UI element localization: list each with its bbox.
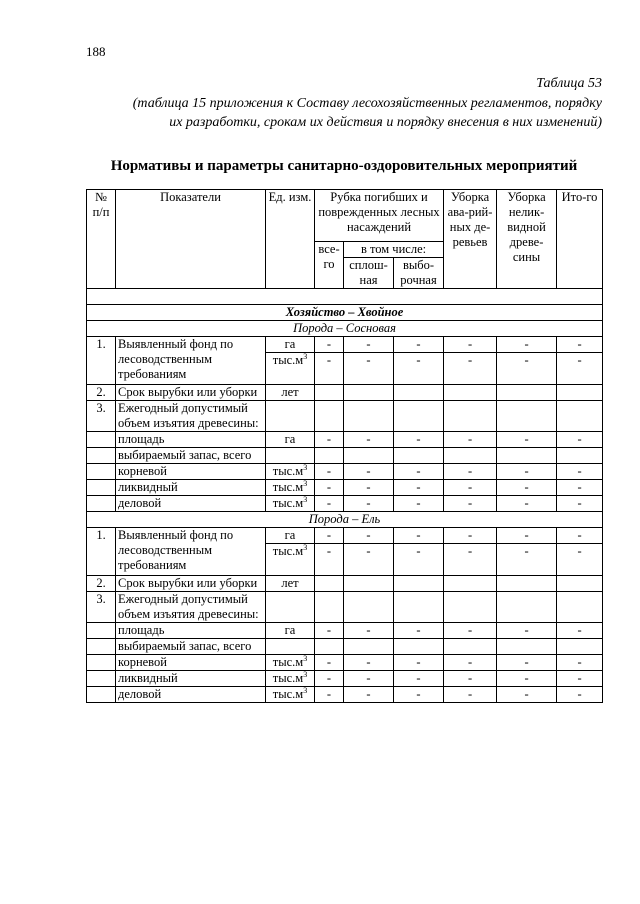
value-cell: - <box>557 623 603 639</box>
value-cell: - <box>497 464 557 480</box>
value-cell: - <box>444 496 497 512</box>
value-cell: - <box>557 687 603 703</box>
value-cell: - <box>557 432 603 448</box>
value-cell: - <box>344 544 394 576</box>
spacer-row <box>87 289 603 305</box>
value-cell: - <box>394 464 444 480</box>
value-cell: - <box>315 528 344 544</box>
unit-cell: $тыс.м^3$ <box>266 480 315 496</box>
value-cell: - <box>497 623 557 639</box>
page-number: 188 <box>86 44 106 59</box>
value-cell: - <box>444 432 497 448</box>
value-cell: - <box>394 623 444 639</box>
species-row: Порода – Сосновая <box>87 321 603 337</box>
value-cell: - <box>394 480 444 496</box>
value-cell: - <box>497 544 557 576</box>
table-subtitle: (таблица 15 приложения к Составу лесохозяйственных регламентов, порядку их разработки, срокам их действия и порядку внесения в них изменений) <box>132 96 602 130</box>
value-cell: - <box>444 528 497 544</box>
row-label: выбираемый запас, всего <box>116 639 266 655</box>
header-felling: Рубка погибших и поврежденных лесных насаждений <box>315 190 444 242</box>
unit-cell: лет <box>266 385 315 401</box>
header-num: № п/п <box>87 190 116 289</box>
value-cell: - <box>444 687 497 703</box>
unit-cell: лет <box>266 576 315 592</box>
value-cell: - <box>344 528 394 544</box>
unit-cell: $тыс.м^3$ <box>266 496 315 512</box>
value-cell: - <box>394 655 444 671</box>
row-label: выбираемый запас, всего <box>116 448 266 464</box>
species-row: Порода – Ель <box>87 512 603 528</box>
row-label: ликвидный <box>116 671 266 687</box>
row-label: Срок вырубки или уборки <box>116 576 266 592</box>
row-label: площадь <box>116 432 266 448</box>
row-label: Срок вырубки или уборки <box>116 385 266 401</box>
row-label: Выявленный фонд по лесоводственным требованиям <box>116 337 266 385</box>
row-label: корневой <box>116 655 266 671</box>
value-cell: - <box>315 623 344 639</box>
value-cell: - <box>557 544 603 576</box>
value-cell: - <box>557 480 603 496</box>
value-cell: - <box>344 623 394 639</box>
header-unit: Ед. изм. <box>266 190 315 289</box>
value-cell: - <box>557 528 603 544</box>
value-cell: - <box>344 432 394 448</box>
value-cell: - <box>315 480 344 496</box>
header-emergency: Уборка ава-рий-ных де-ревьев <box>444 190 497 289</box>
value-cell: - <box>444 353 497 385</box>
value-cell: - <box>497 480 557 496</box>
value-cell: - <box>344 671 394 687</box>
value-cell: - <box>557 337 603 353</box>
value-cell: - <box>315 353 344 385</box>
value-cell: - <box>444 623 497 639</box>
unit-cell: $тыс.м^3$ <box>266 655 315 671</box>
row-label: площадь <box>116 623 266 639</box>
unit-cell: $тыс.м^3$ <box>266 544 315 576</box>
value-cell: - <box>394 687 444 703</box>
row-label: корневой <box>116 464 266 480</box>
value-cell: - <box>394 432 444 448</box>
header-clear: сплош-ная <box>344 258 394 289</box>
row-label: Выявленный фонд по лесоводственным требованиям <box>116 528 266 576</box>
value-cell: - <box>444 464 497 480</box>
value-cell: - <box>344 337 394 353</box>
value-cell: - <box>497 353 557 385</box>
unit-cell: га <box>266 623 315 639</box>
value-cell: - <box>394 528 444 544</box>
value-cell: - <box>315 432 344 448</box>
row-num: 1. <box>87 337 116 385</box>
value-cell: - <box>315 496 344 512</box>
row-num: 2. <box>87 576 116 592</box>
value-cell: - <box>444 544 497 576</box>
row-num: 3. <box>87 401 116 432</box>
value-cell: - <box>557 353 603 385</box>
value-cell: - <box>444 480 497 496</box>
header-including: в том числе: <box>344 242 444 258</box>
unit-cell: $тыс.м^3$ <box>266 353 315 385</box>
header-unsalable: Уборка нелик-видной древе-сины <box>497 190 557 289</box>
value-cell: - <box>394 496 444 512</box>
header-selective: выбо-рочная <box>394 258 444 289</box>
row-num: 2. <box>87 385 116 401</box>
row-label: деловой <box>116 496 266 512</box>
value-cell: - <box>557 655 603 671</box>
unit-cell: га <box>266 337 315 353</box>
value-cell: - <box>557 671 603 687</box>
value-cell: - <box>394 337 444 353</box>
value-cell: - <box>497 671 557 687</box>
value-cell: - <box>315 687 344 703</box>
table-number: Таблица 53 <box>536 76 602 91</box>
row-label: Ежегодный допустимый объем изъятия древесины: <box>116 401 266 432</box>
value-cell: - <box>394 353 444 385</box>
unit-cell: $тыс.м^3$ <box>266 687 315 703</box>
header-felling-total: все-го <box>315 242 344 289</box>
row-label: ликвидный <box>116 480 266 496</box>
value-cell: - <box>315 671 344 687</box>
value-cell: - <box>497 432 557 448</box>
value-cell: - <box>344 480 394 496</box>
row-num: 3. <box>87 592 116 623</box>
value-cell: - <box>344 464 394 480</box>
value-cell: - <box>444 671 497 687</box>
header-indicators: Показатели <box>116 190 266 289</box>
unit-cell: га <box>266 432 315 448</box>
value-cell: - <box>315 464 344 480</box>
value-cell: - <box>344 496 394 512</box>
value-cell: - <box>444 337 497 353</box>
norms-table <box>86 189 603 703</box>
header-total: Ито-го <box>557 190 603 289</box>
value-cell: - <box>497 528 557 544</box>
value-cell: - <box>557 464 603 480</box>
unit-cell: га <box>266 528 315 544</box>
value-cell: - <box>344 353 394 385</box>
value-cell: - <box>394 544 444 576</box>
value-cell: - <box>444 655 497 671</box>
economy-row: Хозяйство – Хвойное <box>87 305 603 321</box>
row-num: 1. <box>87 528 116 576</box>
value-cell: - <box>394 671 444 687</box>
value-cell: - <box>557 496 603 512</box>
value-cell: - <box>315 544 344 576</box>
value-cell: - <box>497 496 557 512</box>
value-cell: - <box>497 337 557 353</box>
value-cell: - <box>497 655 557 671</box>
row-label: деловой <box>116 687 266 703</box>
unit-cell: $тыс.м^3$ <box>266 671 315 687</box>
value-cell: - <box>344 687 394 703</box>
value-cell: - <box>344 655 394 671</box>
document-title: Нормативы и параметры санитарно-оздоровительных мероприятий <box>110 158 578 174</box>
value-cell: - <box>315 655 344 671</box>
unit-cell: $тыс.м^3$ <box>266 464 315 480</box>
value-cell: - <box>315 337 344 353</box>
value-cell: - <box>497 687 557 703</box>
row-label: Ежегодный допустимый объем изъятия древесины: <box>116 592 266 623</box>
